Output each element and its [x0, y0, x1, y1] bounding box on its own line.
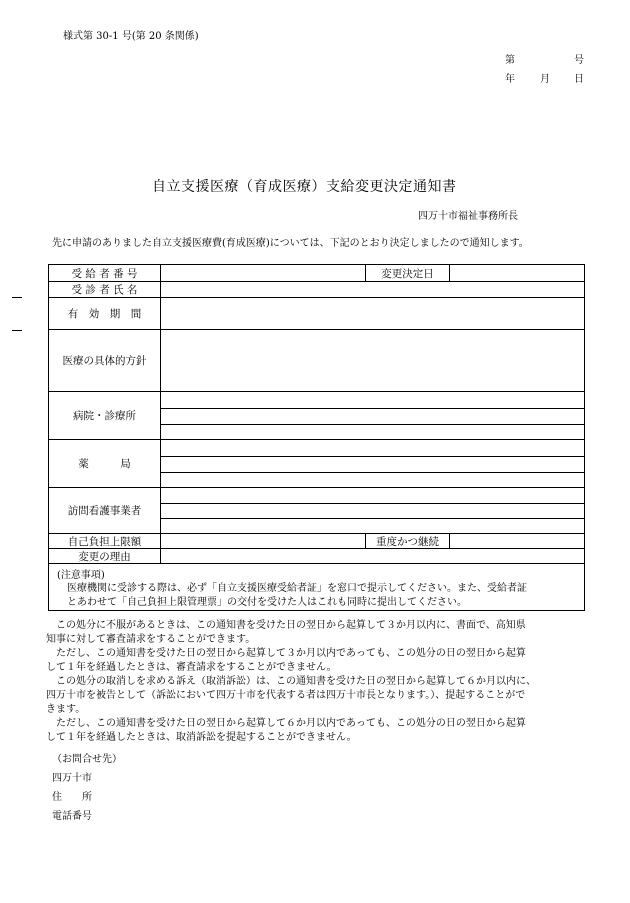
- appeal-text: きます。: [46, 704, 86, 715]
- appeal-text: 四万十市を被告として（訴訟において四万十市を代表する者は四万十市長となります。）、提起することがで: [46, 690, 526, 701]
- table-row: [49, 297, 584, 329]
- hospital-subline: [161, 424, 584, 425]
- hospital-subline: [161, 408, 584, 409]
- appeal-text: して１年を経過したときは、取消訴訟を提起することができません。: [46, 732, 357, 743]
- table-row: [49, 548, 584, 563]
- date-month: 月: [540, 74, 550, 85]
- pharmacy-subline: [161, 472, 584, 473]
- table-row: [49, 439, 584, 487]
- treatment-policy-label: 医療の具体的方針: [49, 330, 161, 391]
- reason-value[interactable]: [161, 549, 584, 563]
- table-row: [49, 265, 584, 281]
- form-number: 様式第 30-1 号(第 20 条関係): [63, 31, 199, 42]
- intro-text: 先に申請のありました自立支援医療費(育成医療)については、下記のとおり決定しましたので通知します。: [52, 238, 529, 249]
- table-row: [49, 533, 584, 548]
- table-row: [49, 487, 584, 533]
- contact-address: 住 所: [52, 792, 92, 803]
- hospital-label: 病院・診療所: [49, 392, 161, 439]
- contact-phone: 電話番号: [52, 811, 92, 822]
- doc-number-dai: 第: [505, 55, 515, 66]
- change-decision-date-value[interactable]: [450, 265, 584, 281]
- recipient-number-label: 受 給 者 番 号: [49, 265, 161, 281]
- pharmacy-label: 薬 局: [49, 440, 161, 487]
- copay-limit-value[interactable]: [161, 534, 366, 548]
- page-title: 自立支援医療（育成医療）支給変更決定通知書: [152, 179, 457, 195]
- date-day: 日: [574, 74, 584, 85]
- appeal-text: ただし、この通知書を受けた日の翌日から起算して６か月以内であっても、この処分の日の翌日から起算: [56, 718, 526, 729]
- notes-line: とあわせて「自己負担上限管理票」の交付を受けた人はこれも同時に提出してください。: [67, 597, 467, 608]
- table-row: [49, 281, 584, 297]
- valid-period-value[interactable]: [161, 298, 584, 329]
- table-row: [49, 391, 584, 439]
- appeal-text: ただし、この通知書を受けた日の翌日から起算して３か月以内であっても、この処分の日の翌日から起算: [56, 648, 526, 659]
- home-nursing-subline: [161, 518, 584, 519]
- patient-name-label: 受 診 者 氏 名: [49, 282, 161, 297]
- appeal-text: この処分の取消しを求める訴え（取消訴訟）は、この通知書を受けた日の翌日から起算して６か月以内に、: [56, 676, 536, 687]
- pharmacy-subline: [161, 456, 584, 457]
- table-row: [49, 329, 584, 391]
- contact-heading: （お問合せ先）: [52, 754, 122, 765]
- margin-mark: [12, 330, 22, 331]
- decision-table: [48, 264, 585, 611]
- appeal-text: この処分に不服があるときは、この通知書を受けた日の翌日から起算して３か月以内に、書面で、高知県: [56, 620, 526, 631]
- severe-continuous-value[interactable]: [450, 534, 584, 548]
- doc-number-go: 号: [574, 55, 584, 66]
- date-year: 年: [505, 74, 515, 85]
- patient-name-value[interactable]: [161, 282, 584, 297]
- severe-continuous-label: 重度かつ継続: [366, 534, 450, 548]
- home-nursing-label: 訪問看護事業者: [49, 488, 161, 533]
- treatment-policy-value[interactable]: [161, 330, 584, 391]
- valid-period-label: 有 効 期 間: [49, 298, 161, 329]
- appeal-text: 知事に対して審査請求をすることができます。: [46, 634, 256, 645]
- home-nursing-subline: [161, 503, 584, 504]
- reason-label: 変更の理由: [49, 549, 161, 563]
- issuer: 四万十市福祉事務所長: [418, 211, 518, 222]
- notes-heading: (注意事項): [57, 570, 105, 581]
- notes-row: [49, 563, 584, 612]
- copay-limit-label: 自己負担上限額: [49, 534, 161, 548]
- contact-city: 四万十市: [52, 773, 92, 784]
- margin-mark: [12, 297, 22, 298]
- notes-line: 医療機関に受診する際は、必ず「自立支援医療受給者証」を窓口で提示してください。また、受給者証: [67, 583, 527, 594]
- recipient-number-value[interactable]: [161, 265, 366, 281]
- change-decision-date-label: 変更決定日: [366, 265, 450, 281]
- appeal-text: して１年を経過したときは、審査請求をすることができません。: [46, 662, 337, 673]
